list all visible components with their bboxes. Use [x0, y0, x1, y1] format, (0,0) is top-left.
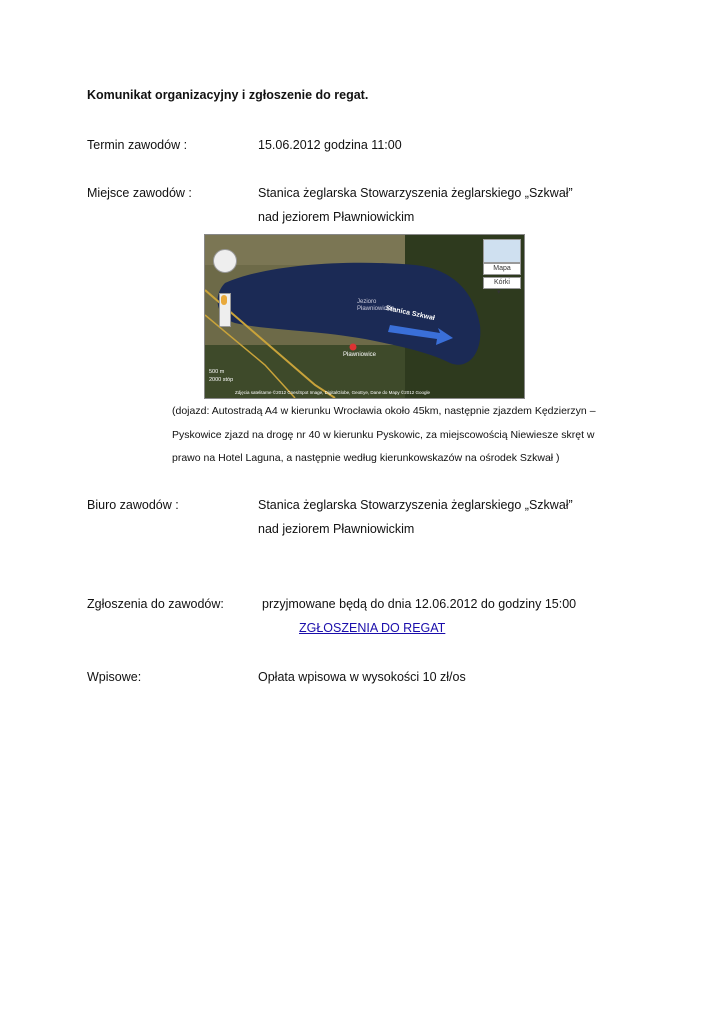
termin-value: 15.06.2012 godzina 11:00 — [258, 138, 402, 152]
scale-meters: 500 m — [209, 369, 225, 375]
miejsce-line1: Stanica żeglarska Stowarzyszenia żeglarskiego „Szkwał” — [258, 186, 573, 200]
roads-button[interactable]: Kórki — [483, 277, 521, 289]
biuro-label: Biuro zawodów : — [87, 498, 179, 512]
marker-label: Stanica Szkwał — [384, 304, 436, 323]
overview-minimap[interactable] — [483, 239, 521, 263]
wpisowe-value: Opłata wpisowa w wysokości 10 zł/os — [258, 670, 466, 684]
miejsce-line2: nad jeziorem Pławniowickim — [258, 210, 415, 224]
map-attribution: Zdjęcia satelitarne ©2012 Cnes/Spot Image, DigitalGlobe, GeoEye, Dane do Mapy ©2012 Google — [235, 390, 430, 395]
termin-label: Termin zawodów : — [87, 138, 188, 152]
zgloszenia-label: Zgłoszenia do zawodów: — [87, 597, 224, 611]
lake-label: Jezioro Pławniowickie — [357, 299, 395, 312]
biuro-line1: Stanica żeglarska Stowarzyszenia żeglarskiego „Szkwał” — [258, 498, 573, 512]
chevron-down-icon[interactable]: ▾ — [497, 289, 501, 296]
biuro-line2: nad jeziorem Pławniowickim — [258, 522, 415, 536]
scale-feet: 2000 stóp — [209, 377, 234, 383]
satellite-image — [205, 235, 524, 398]
map-type-button[interactable]: Mapa — [483, 263, 521, 275]
town-label: Pławniowice — [343, 352, 377, 358]
dojazd-line3: prawo na Hotel Laguna, a następnie według kierunkowskazów na ośrodek Szkwał ) — [172, 452, 560, 464]
dojazd-line1: (dojazd: Autostradą A4 w kierunku Wrocławia około 45km, następnie zjazdem Kędzierzyn – — [172, 405, 596, 417]
registration-link[interactable]: ZGŁOSZENIA DO REGAT — [299, 621, 446, 635]
location-marker — [350, 344, 357, 351]
pan-control[interactable] — [213, 249, 237, 273]
miejsce-label: Miejsce zawodów : — [87, 186, 192, 200]
wpisowe-label: Wpisowe: — [87, 670, 142, 684]
location-map[interactable] — [204, 234, 525, 399]
document-title: Komunikat organizacyjny i zgłoszenie do regat. — [87, 88, 369, 102]
dojazd-line2: Pyskowice zjazd na drogę nr 40 w kierunku Pyskowic, za miejscowością Niewiesze skręt w — [172, 429, 595, 441]
zgloszenia-value: przyjmowane będą do dnia 12.06.2012 do godziny 15:00 — [262, 597, 577, 611]
pegman-icon[interactable] — [221, 295, 227, 305]
